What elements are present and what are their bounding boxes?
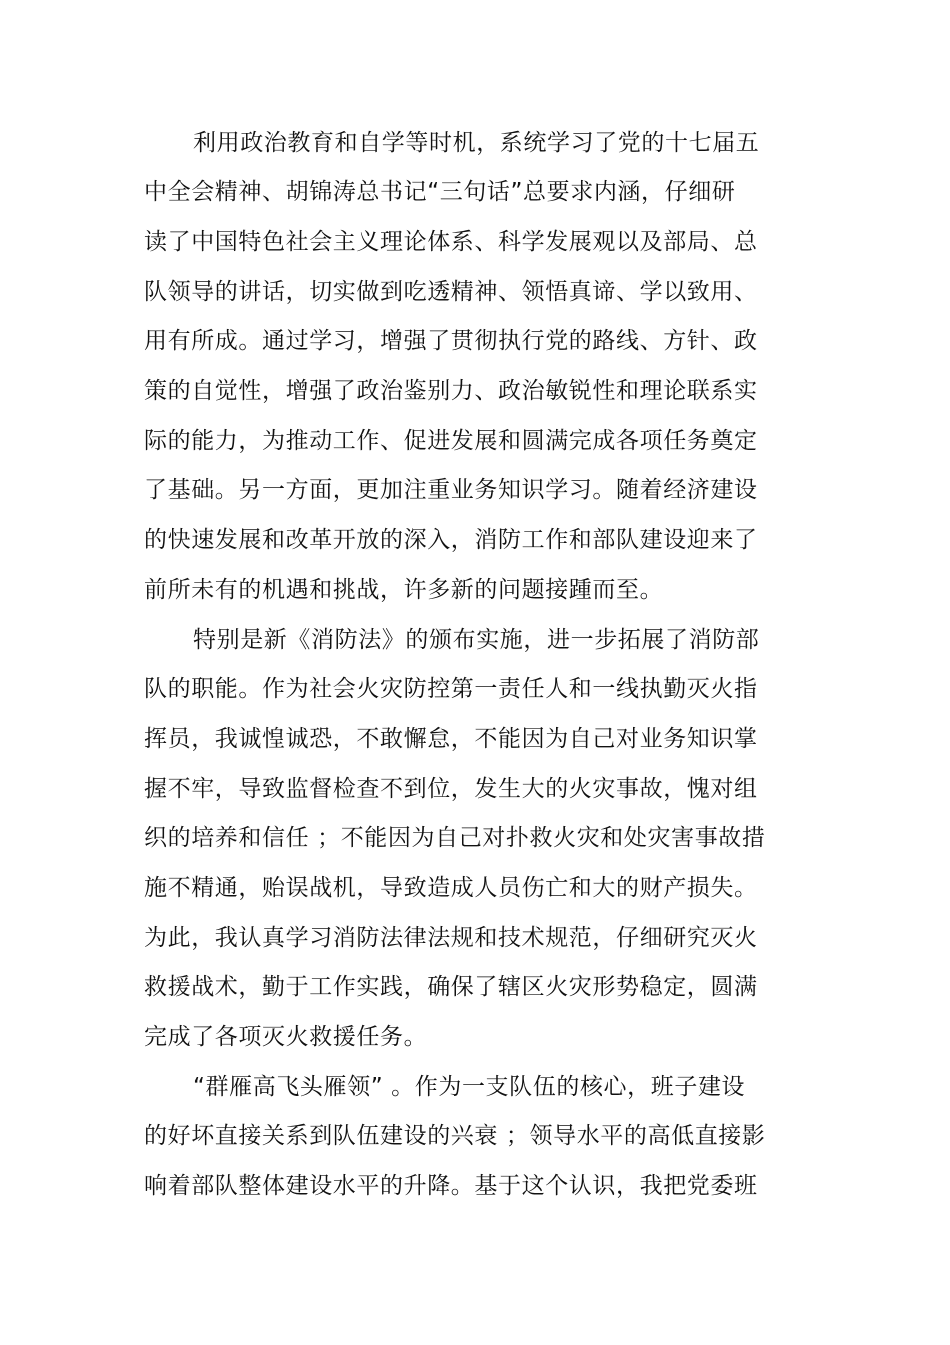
text-line: 握不牢，导致监督检查不到位，发生大的火灾事故，愧对组 <box>144 776 758 802</box>
text-line: 前所未有的机遇和挑战，许多新的问题接踵而至。 <box>144 577 664 603</box>
text-line: 队领导的讲话，切实做到吃透精神、领悟真谛、学以致用、 <box>144 279 758 305</box>
text-line: 的好坏直接关系到队伍建设的兴衰 ；领导水平的高低直接影 <box>144 1123 766 1149</box>
text-line: 为此，我认真学习消防法律法规和技术规范，仔细研究灭火 <box>144 925 758 951</box>
text-line: “群雁高飞头雁领” 。作为一支队伍的核心，班子建设 <box>193 1074 746 1100</box>
text-line: 队的职能。作为社会火灾防控第一责任人和一线执勤灭火指 <box>144 676 758 702</box>
text-line: 挥员，我诚惶诚恐，不敢懈怠，不能因为自己对业务知识掌 <box>144 726 758 752</box>
text-line: 施不精通，贻误战机，导致造成人员伤亡和大的财产损失。 <box>144 875 758 901</box>
text-line: 中全会精神、胡锦涛总书记“三句话”总要求内涵，仔细研 <box>144 179 736 205</box>
text-line: 救援战术，勤于工作实践，确保了辖区火灾形势稳定，圆满 <box>144 974 758 1000</box>
text-line: 特别是新《消防法》的颁布实施，进一步拓展了消防部 <box>193 627 760 653</box>
text-line: 际的能力，为推动工作、促进发展和圆满完成各项任务奠定 <box>144 428 758 454</box>
text-line: 响着部队整体建设水平的升降。基于这个认识，我把党委班 <box>144 1173 758 1199</box>
text-line: 织的培养和信任 ；不能因为自己对扑救火灾和处灾害事故措 <box>144 825 766 851</box>
text-line: 了基础。另一方面，更加注重业务知识学习。随着经济建设 <box>144 477 758 503</box>
text-line: 读了中国特色社会主义理论体系、科学发展观以及部局、总 <box>144 229 758 255</box>
text-line: 用有所成。通过学习，增强了贯彻执行党的路线、方针、政 <box>144 328 758 354</box>
text-line: 策的自觉性，增强了政治鉴别力、政治敏锐性和理论联系实 <box>144 378 758 404</box>
text-line: 完成了各项灭火救援任务。 <box>144 1024 428 1050</box>
text-line: 的快速发展和改革开放的深入，消防工作和部队建设迎来了 <box>144 527 758 553</box>
text-line: 利用政治教育和自学等时机，系统学习了党的十七届五 <box>193 130 760 156</box>
